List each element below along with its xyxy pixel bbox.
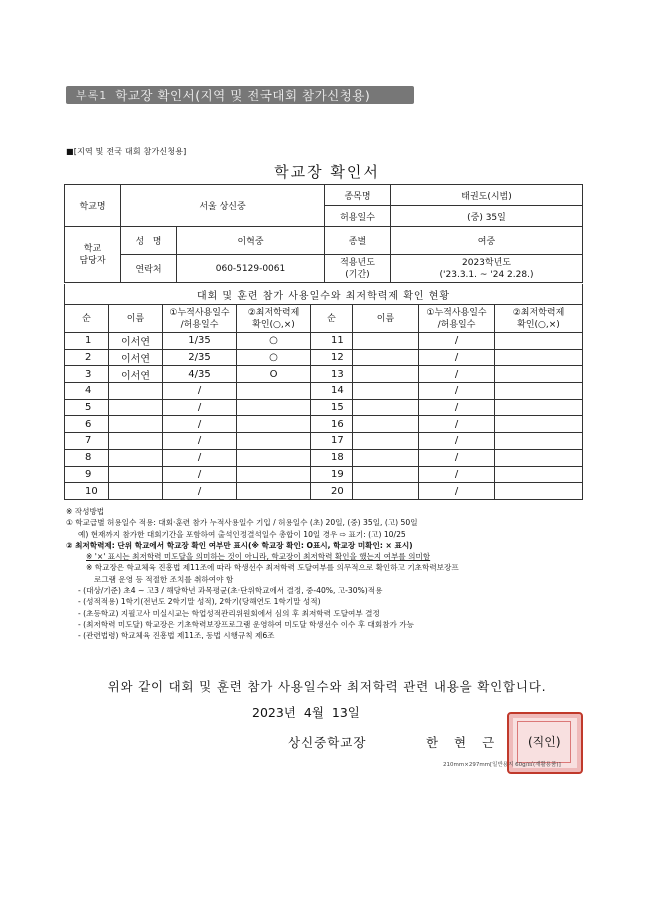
table-row bbox=[65, 416, 583, 433]
cell-name bbox=[353, 433, 419, 450]
note-line: - (대상/기준) 초4 ~ 고3 / 해당학년 과목평균(초·단위학교에서 결정, 중-40%, 고-30%)적용 bbox=[78, 586, 383, 596]
cell-no: 13 bbox=[311, 366, 353, 383]
year-value: 2023학년도 ('23.3.1. ~ '24 2.28.) bbox=[391, 255, 583, 283]
note-line: ※ '×' 표시는 최저학력 미도달을 의미하는 것이 아니라, 학교장이 최저학력 확인을 했는지 여부를 의미함 bbox=[86, 552, 431, 562]
col-check: ②최저학력제 확인(○,×) bbox=[237, 305, 311, 333]
cell-no: 1 bbox=[65, 333, 109, 350]
contact-label: 연락처 bbox=[121, 255, 177, 283]
table-header-row bbox=[65, 305, 583, 333]
cell-check bbox=[495, 416, 583, 433]
cell-days: / bbox=[419, 466, 495, 483]
cell-no: 7 bbox=[65, 433, 109, 450]
school-label: 학교명 bbox=[65, 185, 121, 227]
cell-check bbox=[495, 366, 583, 383]
table-row bbox=[65, 366, 583, 383]
table-row bbox=[65, 449, 583, 466]
cell-days: / bbox=[163, 383, 237, 400]
cell-check bbox=[237, 383, 311, 400]
cell-check bbox=[495, 449, 583, 466]
cell-days: 1/35 bbox=[163, 333, 237, 350]
cell-days: / bbox=[419, 416, 495, 433]
cell-name bbox=[353, 366, 419, 383]
cell-name bbox=[353, 416, 419, 433]
note-line: 로그램 운영 등 적절한 조치를 취하여야 함 bbox=[94, 574, 234, 584]
contact-value: 060-5129-0061 bbox=[177, 255, 325, 283]
date-day: 13일 bbox=[331, 705, 360, 720]
sex-label: 종별 bbox=[325, 227, 391, 255]
cell-days: / bbox=[419, 366, 495, 383]
cell-days: / bbox=[419, 483, 495, 500]
col-days: ①누적사용일수 /허용일수 bbox=[419, 305, 495, 333]
cell-days: / bbox=[419, 333, 495, 350]
table-row bbox=[65, 399, 583, 416]
cell-no: 6 bbox=[65, 416, 109, 433]
cell-check bbox=[495, 383, 583, 400]
cell-days: / bbox=[419, 449, 495, 466]
col-name: 이름 bbox=[353, 305, 419, 333]
cell-days: / bbox=[163, 483, 237, 500]
cell-days: / bbox=[163, 466, 237, 483]
table-row bbox=[65, 333, 583, 350]
cell-name bbox=[109, 433, 163, 450]
cell-days: 2/35 bbox=[163, 349, 237, 366]
participation-table bbox=[64, 284, 583, 500]
cell-name bbox=[353, 333, 419, 350]
cell-check bbox=[495, 483, 583, 500]
school-value: 서울 상신중 bbox=[121, 185, 325, 227]
cell-name bbox=[109, 383, 163, 400]
cell-name bbox=[353, 349, 419, 366]
cell-check bbox=[237, 466, 311, 483]
note-line: - (관련법령) 학교체육 진흥법 제11조, 동법 시행규칙 제6조 bbox=[78, 631, 275, 641]
cell-name: 이서연 bbox=[109, 333, 163, 350]
section-label: ■[지역 및 전국 대회 참가신청용] bbox=[66, 147, 187, 156]
cell-check: O bbox=[237, 366, 311, 383]
cell-check: ○ bbox=[237, 349, 311, 366]
cell-days: / bbox=[163, 399, 237, 416]
table-row bbox=[65, 383, 583, 400]
cell-no: 16 bbox=[311, 416, 353, 433]
cell-days: / bbox=[163, 433, 237, 450]
cell-check bbox=[495, 349, 583, 366]
notes-heading: ※ 작성방법 bbox=[66, 507, 105, 516]
cell-no: 19 bbox=[311, 466, 353, 483]
col-no: 순 bbox=[311, 305, 353, 333]
signatory-school: 상신중학교장 bbox=[288, 735, 367, 750]
cell-name bbox=[109, 416, 163, 433]
instructions bbox=[66, 506, 586, 642]
note-line: ※ 학교장은 학교체육 진흥법 제11조에 따라 학생선수 최저학력 도달여부를 의무적으로 확인하고 기초학력보장프 bbox=[86, 563, 459, 573]
issue-date bbox=[252, 703, 360, 721]
year-label: 적용년도 (기간) bbox=[325, 255, 391, 283]
cell-no: 4 bbox=[65, 383, 109, 400]
cell-days: / bbox=[163, 416, 237, 433]
name-value: 이혁중 bbox=[177, 227, 325, 255]
cell-no: 3 bbox=[65, 366, 109, 383]
table-row bbox=[65, 483, 583, 500]
cell-no: 18 bbox=[311, 449, 353, 466]
note-line: ① 학교급별 허용일수 적용: 대회·훈련 참가 누적사용일수 기입 / 허용일수 (초) 20일, (중) 35일, (고) 50일 bbox=[66, 518, 418, 528]
cell-name: 이서연 bbox=[109, 366, 163, 383]
cell-check bbox=[237, 416, 311, 433]
cell-no: 10 bbox=[65, 483, 109, 500]
cell-name bbox=[109, 449, 163, 466]
cell-name bbox=[353, 466, 419, 483]
document-title: 학교장 확인서 bbox=[274, 163, 380, 181]
cell-no: 14 bbox=[311, 383, 353, 400]
cell-no: 9 bbox=[65, 466, 109, 483]
cell-name bbox=[353, 399, 419, 416]
cell-check bbox=[237, 399, 311, 416]
cell-name bbox=[353, 483, 419, 500]
cell-name bbox=[353, 449, 419, 466]
info-table bbox=[64, 184, 583, 283]
col-days: ①누적사용일수 /허용일수 bbox=[163, 305, 237, 333]
cell-days: / bbox=[419, 433, 495, 450]
name-label: 성 명 bbox=[121, 227, 177, 255]
cell-check bbox=[495, 466, 583, 483]
note-line: - (초등학교) 지필고사 미실시교는 학업성적관리위원회에서 심의 후 최저학력 도달여부 결정 bbox=[78, 608, 380, 618]
date-year: 2023년 bbox=[252, 705, 296, 720]
header-title: 학교장 확인서(지역 및 전국대회 참가신청용) bbox=[115, 88, 371, 103]
manager-label: 학교 담당자 bbox=[65, 227, 121, 283]
header-banner bbox=[66, 86, 414, 104]
cell-name: 이서연 bbox=[109, 349, 163, 366]
event-value: 태권도(시범) bbox=[391, 185, 583, 206]
cell-days: / bbox=[163, 449, 237, 466]
cell-check bbox=[495, 433, 583, 450]
col-no: 순 bbox=[65, 305, 109, 333]
note-line: - (성적적용) 1학기(전년도 2학기말 성적), 2학기(당해연도 1학기말 성적) bbox=[78, 597, 321, 607]
date-month: 4월 bbox=[303, 705, 324, 720]
signatory-name: 한 현 근 bbox=[426, 735, 501, 750]
note-line: 예) 현재까지 참가한 대회기간을 포함하여 출석인정결석일수 총합이 10일 경우 ⇨ 표기: (고) 10/25 bbox=[78, 529, 406, 539]
note-line: ② 최저학력제: 단위 학교에서 학교장 확인 여부만 표시(※ 학교장 확인: O표시, 학교장 미확인: × 표시) bbox=[66, 540, 413, 550]
cell-name bbox=[109, 399, 163, 416]
cell-days: / bbox=[419, 349, 495, 366]
cell-no: 15 bbox=[311, 399, 353, 416]
cell-name bbox=[109, 483, 163, 500]
note-line: - (최저학력 미도달) 학교장은 기초학력보장프로그램 운영하여 미도달 학생선수 이수 후 대회참가 가능 bbox=[78, 619, 414, 629]
cell-no: 11 bbox=[311, 333, 353, 350]
col-name: 이름 bbox=[109, 305, 163, 333]
cell-name bbox=[353, 383, 419, 400]
allowed-days-value: (중) 35일 bbox=[391, 206, 583, 227]
cell-check bbox=[237, 433, 311, 450]
table-row bbox=[65, 349, 583, 366]
sex-value: 여중 bbox=[391, 227, 583, 255]
cell-check bbox=[237, 483, 311, 500]
confirmation-text: 위와 같이 대회 및 훈련 참가 사용일수와 최저학력 관련 내용을 확인합니다. bbox=[107, 679, 547, 694]
cell-check: ○ bbox=[237, 333, 311, 350]
cell-no: 17 bbox=[311, 433, 353, 450]
cell-name bbox=[109, 466, 163, 483]
paper-spec: 210mm×297mm[일반용지 60g/㎡(재활용품)] bbox=[443, 762, 561, 768]
cell-days: / bbox=[419, 383, 495, 400]
col-check: ②최저학력제 확인(○,×) bbox=[495, 305, 583, 333]
allowed-days-label: 허용일수 bbox=[325, 206, 391, 227]
event-label: 종목명 bbox=[325, 185, 391, 206]
cell-no: 2 bbox=[65, 349, 109, 366]
cell-days: / bbox=[419, 399, 495, 416]
cell-days: 4/35 bbox=[163, 366, 237, 383]
cell-no: 5 bbox=[65, 399, 109, 416]
appendix-tag: 부록1 bbox=[76, 89, 108, 102]
table-row bbox=[65, 466, 583, 483]
cell-check bbox=[495, 399, 583, 416]
seal-label: (직인) bbox=[528, 735, 561, 749]
cell-check bbox=[237, 449, 311, 466]
cell-check bbox=[495, 333, 583, 350]
table-row bbox=[65, 433, 583, 450]
cell-no: 8 bbox=[65, 449, 109, 466]
cell-no: 20 bbox=[311, 483, 353, 500]
cell-no: 12 bbox=[311, 349, 353, 366]
table-caption: 대회 및 훈련 참가 사용일수와 최저학력제 확인 현황 bbox=[65, 284, 583, 305]
